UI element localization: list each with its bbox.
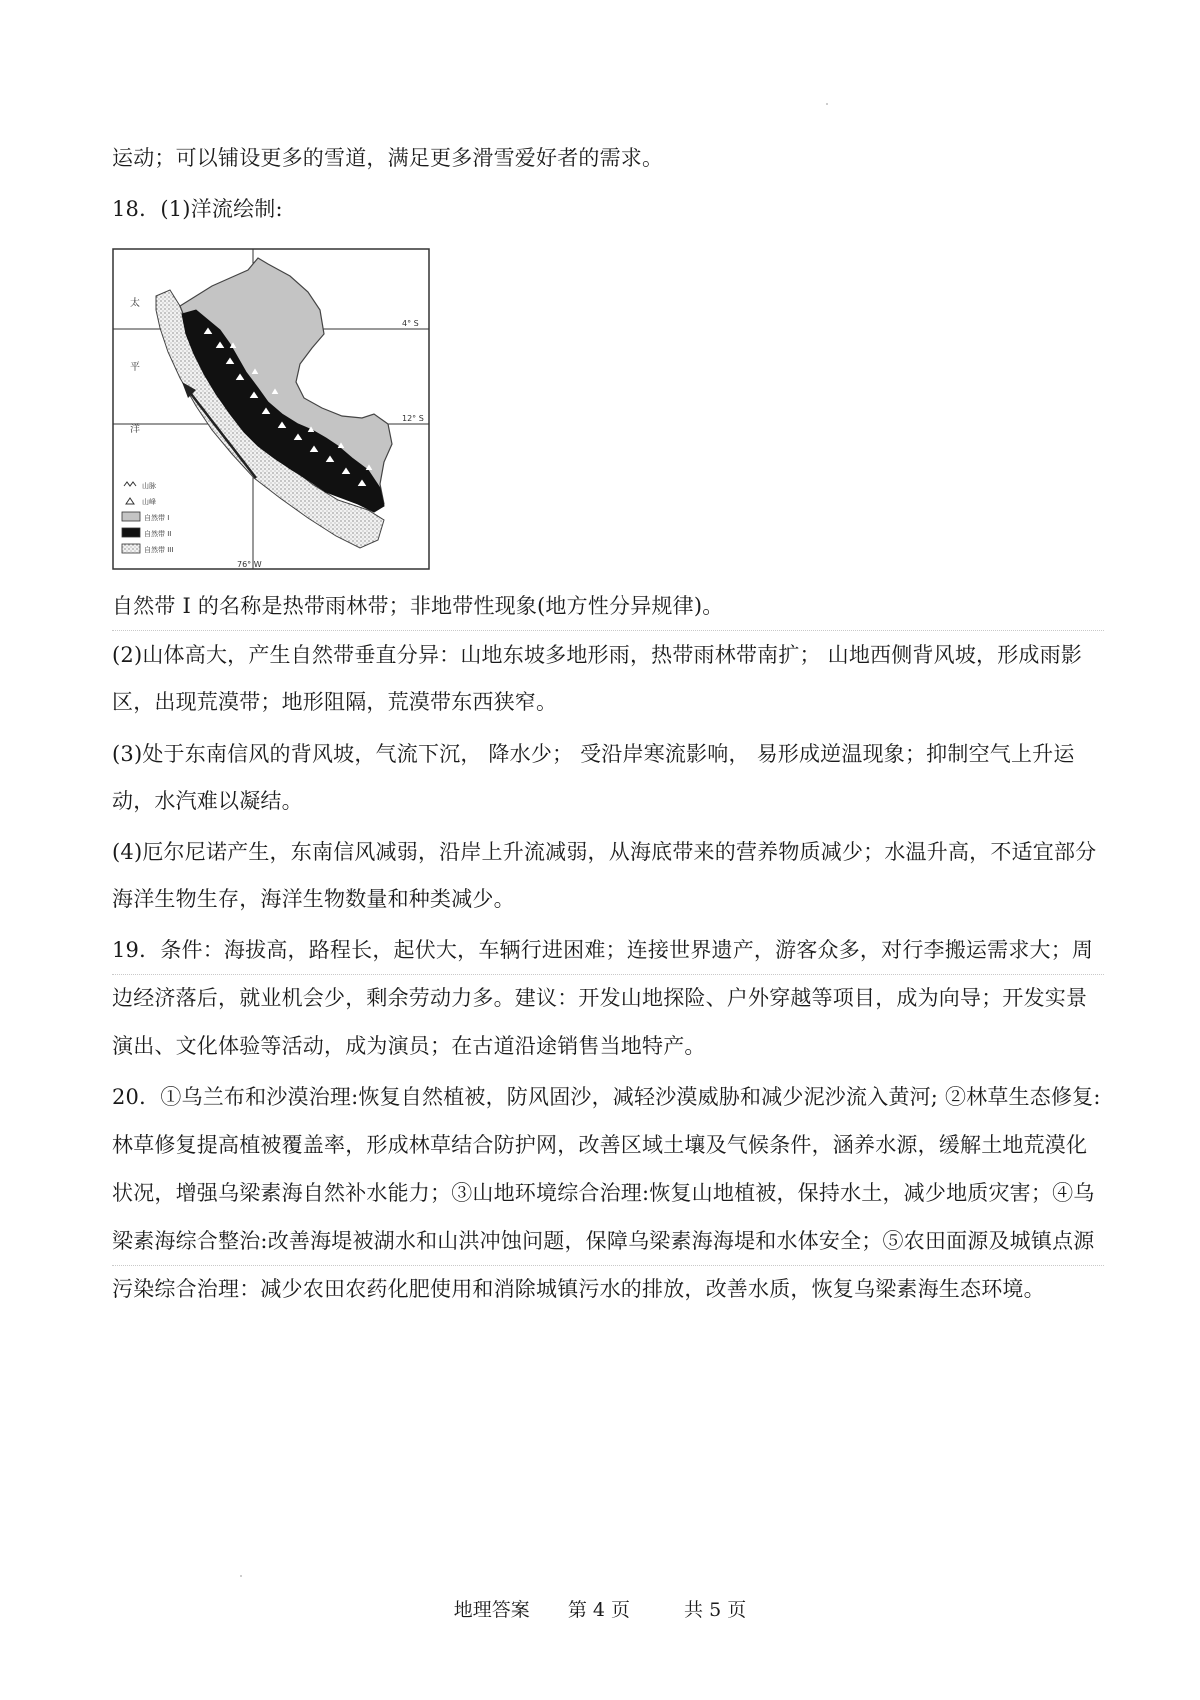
question-18-heading: 18．(1)洋流绘制: — [112, 197, 283, 221]
legend-swatch-zone3 — [122, 544, 140, 553]
dotted-divider — [112, 1265, 1104, 1266]
legend-swatch-zone1 — [122, 512, 140, 521]
ocean-label-2: 平 — [130, 362, 140, 373]
text-line: 污染综合治理：减少农田农药化肥使用和消除城镇污水的排放，改善水质，恢复乌梁素海生态环境。 — [112, 1277, 1045, 1301]
text-line: 林草修复提高植被覆盖率，形成林草结合防护网，改善区域土壤及气候条件，涵养水源，缓解土地荒漠化 — [112, 1133, 1088, 1157]
ocean-label-1: 太 — [130, 298, 140, 309]
longitude-label-76w: 76° W — [237, 560, 262, 569]
footer-page-number: 第 4 页 — [567, 1599, 630, 1621]
footer-subject: 地理答案 — [453, 1599, 530, 1621]
peru-map-figure — [112, 248, 434, 573]
ocean-label-3: 洋 — [130, 424, 140, 435]
latitude-label-4s: 4° S — [402, 319, 419, 328]
scan-speck — [826, 103, 828, 105]
text-line: 区，出现荒漠带；地形阻隔，荒漠带东西狭窄。 — [112, 690, 558, 714]
text-line: 海洋生物生存，海洋生物数量和种类减少。 — [112, 887, 515, 911]
legend-zone3: 自然带 III — [144, 546, 174, 554]
dotted-divider — [112, 974, 1104, 975]
latitude-label-12s: 12° S — [402, 414, 424, 423]
map-svg — [112, 248, 434, 573]
text-line: 边经济落后，就业机会少，剩余劳动力多。建议：开发山地探险、户外穿越等项目，成为向导；开发实景 — [112, 986, 1088, 1010]
text-line: 自然带 I 的名称是热带雨林带；非地带性现象(地方性分异规律)。 — [112, 594, 724, 618]
legend-zone2: 自然带 II — [144, 530, 172, 538]
legend-swatch-zone2 — [122, 528, 140, 537]
footer-total-pages: 共 5 页 — [684, 1599, 747, 1621]
text-line: 状况，增强乌梁素海自然补水能力；③山地环境综合治理:恢复山地植被，保持水土，减少地质灾害；④乌 — [112, 1181, 1095, 1205]
text-line: 20．①乌兰布和沙漠治理:恢复自然植被，防风固沙，减轻沙漠威胁和减少泥沙流入黄河; ②林草生态修复: — [112, 1085, 1101, 1109]
text-line: (2)山体高大，产生自然带垂直分异：山地东坡多地形雨，热带雨林带南扩； 山地西侧背风坡，形成雨影 — [112, 643, 1083, 667]
text-line: 运动；可以铺设更多的雪道，满足更多滑雪爱好者的需求。 — [112, 146, 664, 170]
dotted-divider — [112, 630, 1104, 631]
legend-mountain: 山脉 — [142, 482, 156, 490]
scan-speck — [240, 1575, 242, 1577]
page-footer — [0, 1596, 1200, 1624]
legend-peak: 山峰 — [142, 498, 156, 506]
legend-zone1: 自然带 I — [144, 514, 170, 522]
text-line: 19．条件：海拔高，路程长，起伏大，车辆行进困难；连接世界遗产，游客众多，对行李搬运需求大；周 — [112, 938, 1094, 962]
text-line: 梁素海综合整治:改善海堤被湖水和山洪冲蚀问题，保障乌梁素海海堤和水体安全；⑤农田面源及城镇点源 — [112, 1229, 1095, 1253]
text-line: 演出、文化体验等活动，成为演员；在古道沿途销售当地特产。 — [112, 1034, 706, 1058]
text-line: (4)厄尔尼诺产生，东南信风减弱，沿岸上升流减弱，从海底带来的营养物质减少；水温升高，不适宜部分 — [112, 840, 1097, 864]
text-line: (3)处于东南信风的背风坡，气流下沉， 降水少； 受沿岸寒流影响， 易形成逆温现象；抑制空气上升运 — [112, 742, 1075, 766]
text-line: 动，水汽难以凝结。 — [112, 789, 303, 813]
